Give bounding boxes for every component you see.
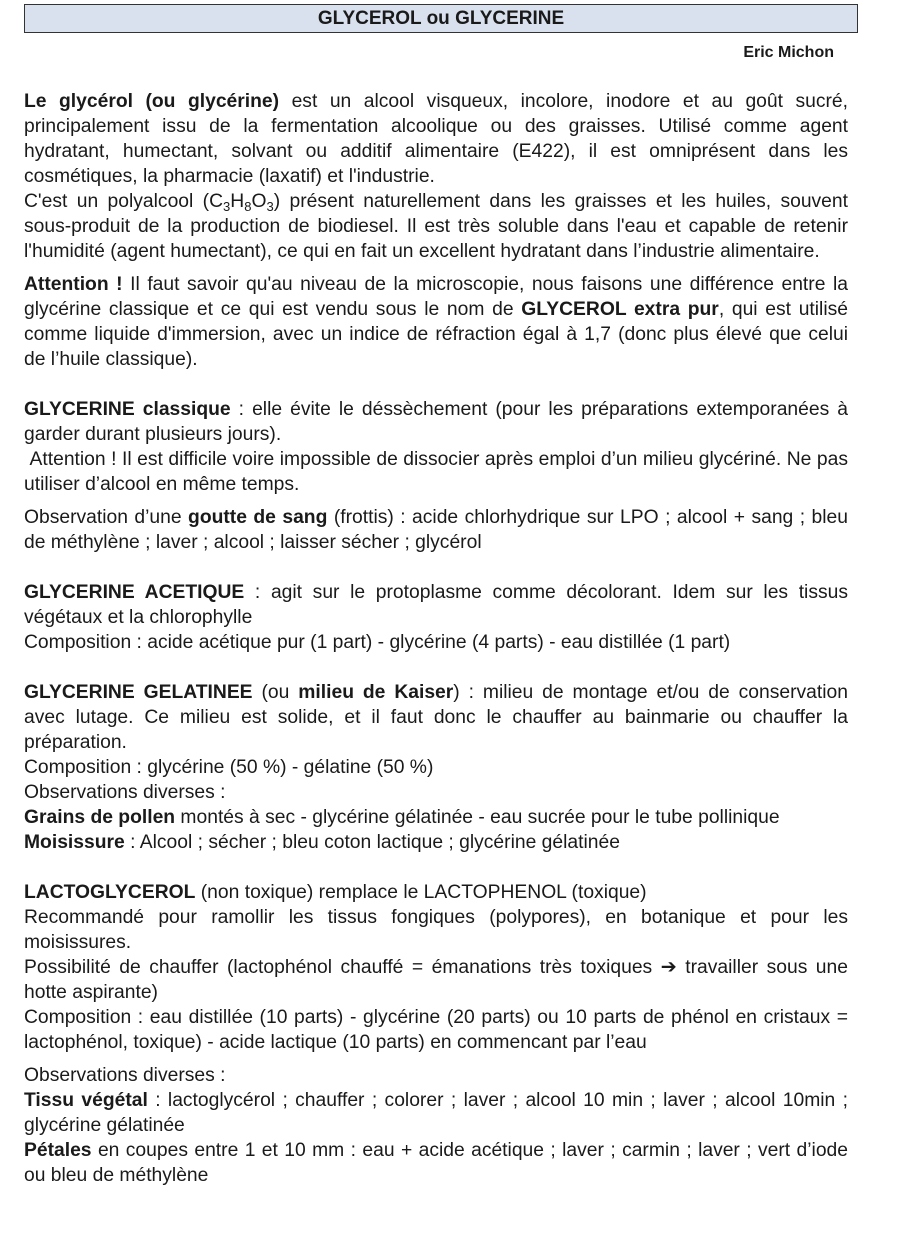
chauffer-post: travailler sous une hotte aspirante) xyxy=(24,957,848,1003)
tissu-text: : lactoglycérol ; chauffer ; colorer ; laver ; alcool 10 min ; laver ; alcool 10min ; glycérine gélatinée xyxy=(24,1090,848,1136)
acetique-composition: Composition : acide acétique pur (1 part) - glycérine (4 parts) - eau distillée (1 part) xyxy=(24,632,731,653)
classique-name: GLYCERINE classique xyxy=(24,399,231,420)
attention-text-2: , qui est utilisé comme liquide d'immersion, avec un indice de réfraction égal à 1,7 (donc plus élevé que celui de l’huile classique). xyxy=(24,299,848,370)
lacto-item-petales xyxy=(24,1138,848,1188)
author-name: Eric Michon xyxy=(743,44,834,61)
gelatinee-paragraph xyxy=(24,680,848,755)
petales-text: en coupes entre 1 et 10 mm : eau + acide acétique ; laver ; carmin ; laver ; vert d’iode ou bleu de méthylène xyxy=(24,1140,848,1186)
pollen-label: Grains de pollen xyxy=(24,807,176,828)
formula-sub-h: 8 xyxy=(244,199,252,214)
obs-post: (frottis) : acide chlorhydrique sur LPO ; alcool + sang ; bleu de méthylène ; laver ; alcool ; laisser sécher ; glycérol xyxy=(24,507,848,553)
moisissure-text: : Alcool ; sécher ; bleu coton lactique ; glycérine gélatinée xyxy=(124,832,620,853)
pollen-text: montés à sec - glycérine gélatinée - eau sucrée pour le tube pollinique xyxy=(175,807,780,828)
glycerol-extra-pur: GLYCEROL extra pur xyxy=(521,299,719,320)
attention-paragraph xyxy=(24,272,848,372)
tissu-label: Tissu végétal xyxy=(24,1090,148,1111)
lacto-desc: (non toxique) remplace le LACTOPHENOL (toxique) xyxy=(195,882,647,903)
acetique-desc: : agit sur le protoplasme comme décolorant. Idem sur les tissus végétaux et la chlorophylle xyxy=(24,582,848,628)
gelatinee-paren: (ou xyxy=(252,682,299,703)
formula-paragraph xyxy=(24,189,848,264)
intro-lead: Le glycérol (ou glycérine) xyxy=(24,91,280,112)
intro-paragraph xyxy=(24,89,848,189)
classique-warning: Attention ! Il est difficile voire impossible de dissocier après emploi d’un milieu glycériné. Ne pas utiliser d’alcool en même temps. xyxy=(24,449,854,495)
lacto-name: LACTOGLYCEROL xyxy=(24,882,196,903)
lacto-composition: Composition : eau distillée (10 parts) - glycérine (20 parts) ou 10 parts de phénol en cristaux = lactophénol, toxique) - acide lactique (10 parts) en commencant par l’eau xyxy=(24,1007,848,1053)
gelatinee-item-moisissure xyxy=(24,830,848,855)
lacto-paragraph xyxy=(24,880,848,905)
moisissure-label: Moisissure xyxy=(24,832,125,853)
lacto-recommend: Recommandé pour ramollir les tissus fongiques (polypores), en botanique et pour les moisissures. xyxy=(24,907,848,953)
milieu-de-kaiser: milieu de Kaiser xyxy=(298,682,454,703)
classique-desc: : elle évite le déssèchement (pour les préparations extemporanées à garder durant plusieurs jours). xyxy=(24,399,848,445)
attention-label: Attention ! xyxy=(24,274,123,295)
attention-text-1: Il faut savoir qu'au niveau de la microscopie, nous faisons une différence entre la glycérine classique et ce qui est vendu sous le nom de xyxy=(24,274,848,320)
formula-sub-c: 3 xyxy=(223,199,231,214)
gelatinee-desc: ) : milieu de montage et/ou de conservation avec lutage. Ce milieu est solide, et il faut donc le chauffer au bainmarie ou chauffer la préparation. xyxy=(24,682,848,753)
acetique-paragraph xyxy=(24,580,848,630)
classique-paragraph xyxy=(24,397,848,447)
document-title: GLYCEROL ou GLYCERINE xyxy=(24,4,858,33)
lacto-item-tissu xyxy=(24,1088,848,1138)
goutte-de-sang: goutte de sang xyxy=(188,507,328,528)
chauffer-pre: Possibilité de chauffer (lactophénol chauffé = émanations très toxiques xyxy=(24,957,661,978)
formula-h: H xyxy=(230,191,245,212)
classique-observation xyxy=(24,505,848,555)
formula-post: ) présent naturellement dans les graisses et les huiles, souvent sous-produit de la production de biodiesel. Il est très soluble dans l'eau et capable de retenir l'humidité (agent humectant), ce qui en fait un excellent hydratant dans l’industrie alimentaire. xyxy=(24,191,848,262)
obs-pre: Observation d’une xyxy=(24,507,189,528)
formula-o: O xyxy=(251,191,267,212)
gelatinee-obs-header: Observations diverses : xyxy=(24,782,226,803)
intro-text: est un alcool visqueux, incolore, inodore et au goût sucré, principalement issu de la fermentation alcoolique ou des graisses. Utilisé comme agent hydratant, humectant, solvant ou additif alimentaire (E422), il est omniprésent dans les cosmétiques, la pharmacie (laxatif) et l'industrie. xyxy=(24,91,848,187)
petales-label: Pétales xyxy=(24,1140,92,1161)
document-body xyxy=(24,89,854,1188)
acetique-name: GLYCERINE ACETIQUE xyxy=(24,582,245,603)
lacto-chauffer xyxy=(24,955,848,1005)
lacto-obs-header: Observations diverses : xyxy=(24,1065,226,1086)
gelatinee-name: GLYCERINE GELATINEE xyxy=(24,682,253,703)
formula-pre: C'est un polyalcool (C xyxy=(24,191,224,212)
arrow-right-icon: ➔ xyxy=(660,957,677,978)
gelatinee-item-pollen xyxy=(24,805,848,830)
formula-sub-o: 3 xyxy=(266,199,274,214)
gelatinee-composition: Composition : glycérine (50 %) - gélatine (50 %) xyxy=(24,757,434,778)
